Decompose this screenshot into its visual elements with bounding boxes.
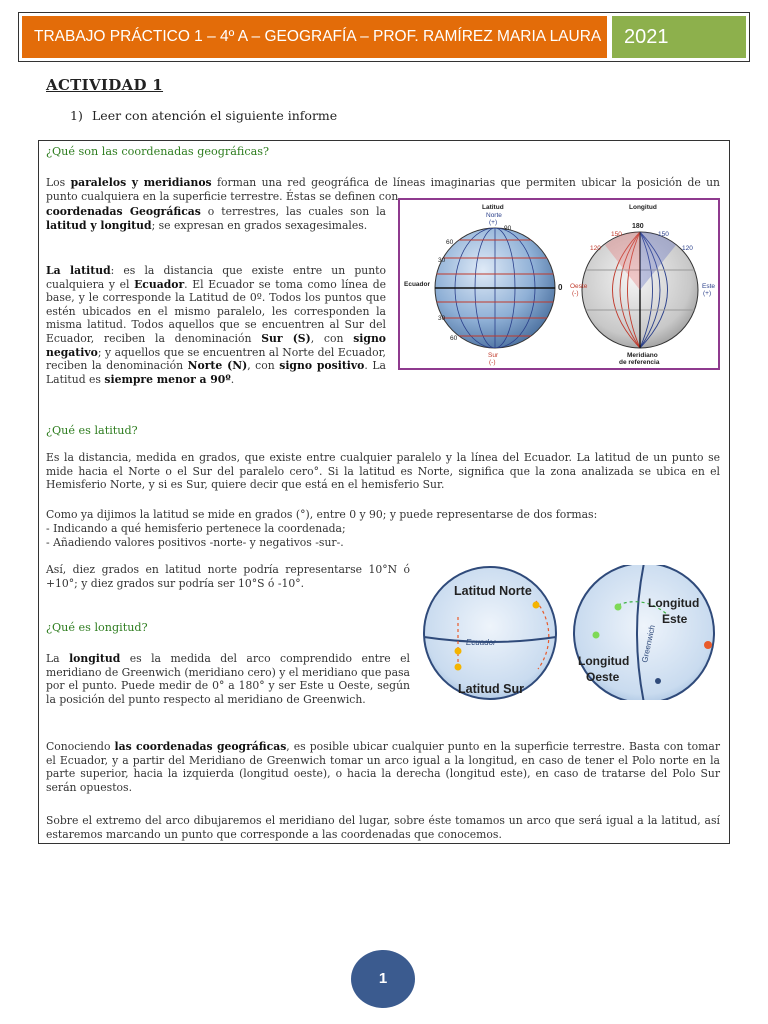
paragraph-latitud: La latitud: es la distancia que existe entre un punto cualquiera y el Ecuador. El Ecuador se toma como línea de base, y le corresponde la Latitud de 0º. Todos los puntos que estén ubicados en el mismo paralelo, les corresponden la misma latitud. Todos aquellos que se encuentren al Sur del Ecuador, reciben la denominación Sur (S), con signo negativo; y aquellos que se encuentren al Norte del Ecuador, reciben la denominación Norte (N), con signo positivo. La Latitud es siempre menor a 90º. <box>46 264 387 386</box>
lat-lon-illustration <box>418 565 722 700</box>
paragraph-ejemplo: Así, diez grados en latitud norte podría representarse 10°N ó +10°; y diez grados sur podría ser 10°S ó -10°. <box>46 563 410 590</box>
label-minus-s: (-) <box>489 359 496 366</box>
label-lat-60s: 60 <box>450 335 458 342</box>
longitude-circle <box>574 565 714 700</box>
list-item-hemisferio: - Indicando a qué hemisferio pertenece la coordenada; <box>46 522 346 535</box>
instruction-number: 1) <box>70 108 83 123</box>
header-title: TRABAJO PRÁCTICO 1 – 4º A – GEOGRAFÍA – PROF. RAMÍREZ MARIA LAURA <box>22 16 607 58</box>
paragraph-conociendo: Conociendo las coordenadas geográficas, es posible ubicar cualquier punto en la superficie terrestre. Basta con tomar el Ecuador, y a partir del Meridiano de Greenwich tomar un arco igual a la longitud, en caso de tener el Polo norte en la parte superior, hacia la izquierda (longitud oeste), o hacia la derecha (longitud este), en caso de tratarse del Polo Sur serán opuestos. <box>46 740 720 794</box>
page-number-badge: 1 <box>351 950 415 1008</box>
label-lon-120e: 120 <box>682 245 693 252</box>
heading-longitud: ¿Qué es longitud? <box>46 621 148 634</box>
paragraph-extremo: Sobre el extremo del arco dibujaremos el meridiano del lugar, sobre éste tomamos un arco que será igual a la latitud, así estaremos marcando un punto que corresponde a las coordenadas que conocemos. <box>46 814 720 841</box>
label-norte: Norte <box>486 212 502 219</box>
label-lat-60: 60 <box>446 239 454 246</box>
label-lon-150e: 150 <box>658 231 669 238</box>
instruction-text: Leer con atención el siguiente informe <box>92 108 338 123</box>
instruction <box>70 108 337 123</box>
label-meridiano: Meridiano <box>627 352 658 359</box>
label-longitud-este-1: Longitud <box>648 596 700 610</box>
paragraph-intro-top: Los paralelos y meridianos forman una red geográfica de líneas imaginarias que permiten ubicar la posición de un punto cualquiera en la superficie terrestre. Éstas se definen con <box>46 176 721 203</box>
label-zero: 0 <box>558 283 563 292</box>
heading-coordenadas: ¿Qué son las coordenadas geográficas? <box>46 145 270 158</box>
label-longitud: Longitud <box>629 204 657 211</box>
label-lon-120w: 120 <box>590 245 601 252</box>
globes-figure <box>398 198 720 370</box>
label-lat-30: 30 <box>438 257 446 264</box>
label-referencia: de referencia <box>619 359 660 366</box>
label-oeste: Oeste <box>570 283 588 290</box>
list-item-valores: - Añadiendo valores positivos -norte- y negativos -sur-. <box>46 536 344 549</box>
label-longitud-oeste-2: Oeste <box>586 670 620 684</box>
paragraph-latitud-def: Es la distancia, medida en grados, que existe entre cualquier paralelo y la línea del Ecuador. La latitud de un punto se mide hacia el Norte o el Sur del paralelo cero°. Si la latitud es Norte, significa que la zona analizada se ubica en el Hemisferio Norte, y si es Sur, quiere decir que está en el hemisferio Sur. <box>46 451 720 492</box>
globes-illustration <box>400 200 718 368</box>
label-latitud-norte: Latitud Norte <box>454 584 532 598</box>
lat-lon-diagram <box>418 565 722 700</box>
label-minus-w: (-) <box>572 290 579 297</box>
paragraph-longitud: La longitud es la medida del arco comprendido entre el meridiano de Greenwich (meridiano cero) y el meridiano que pasa por el punto. Puede medir de 0° a 180° y ser Este u Oeste, según la posición del punto respecto al meridiano de Greenwich. <box>46 652 410 706</box>
label-longitud-oeste-1: Longitud <box>578 654 630 668</box>
label-ecuador: Ecuador <box>404 281 431 288</box>
label-lat-90: 90 <box>504 225 512 232</box>
header-year: 2021 <box>612 16 746 58</box>
label-lon-150w: 150 <box>611 231 622 238</box>
label-plus-e: (+) <box>703 290 712 297</box>
label-lat-30s: 30 <box>438 315 446 322</box>
label-sur: Sur <box>488 352 499 359</box>
heading-latitud: ¿Qué es latitud? <box>46 424 138 437</box>
label-plus-n: (+) <box>489 219 498 226</box>
label-latitud-sur: Latitud Sur <box>458 682 524 696</box>
label-ecuador-2: Ecuador <box>466 638 496 647</box>
label-latitud: Latitud <box>482 204 504 211</box>
paragraph-intro-cont: coordenadas Geográficas o terrestres, las cuales son la latitud y longitud; se expresan en grados sexagesimales. <box>46 205 386 232</box>
latitude-globe <box>435 228 555 348</box>
label-longitud-este-2: Este <box>662 612 688 626</box>
label-greenwich: Greenwich <box>640 624 657 664</box>
label-este: Este <box>702 283 716 290</box>
label-180: 180 <box>632 223 644 230</box>
activity-title: ACTIVIDAD 1 <box>46 76 164 94</box>
paragraph-latitud-forms: Como ya dijimos la latitud se mide en grados (°), entre 0 y 90; y puede representarse de dos formas: <box>46 508 598 521</box>
latitude-circle <box>424 567 556 699</box>
